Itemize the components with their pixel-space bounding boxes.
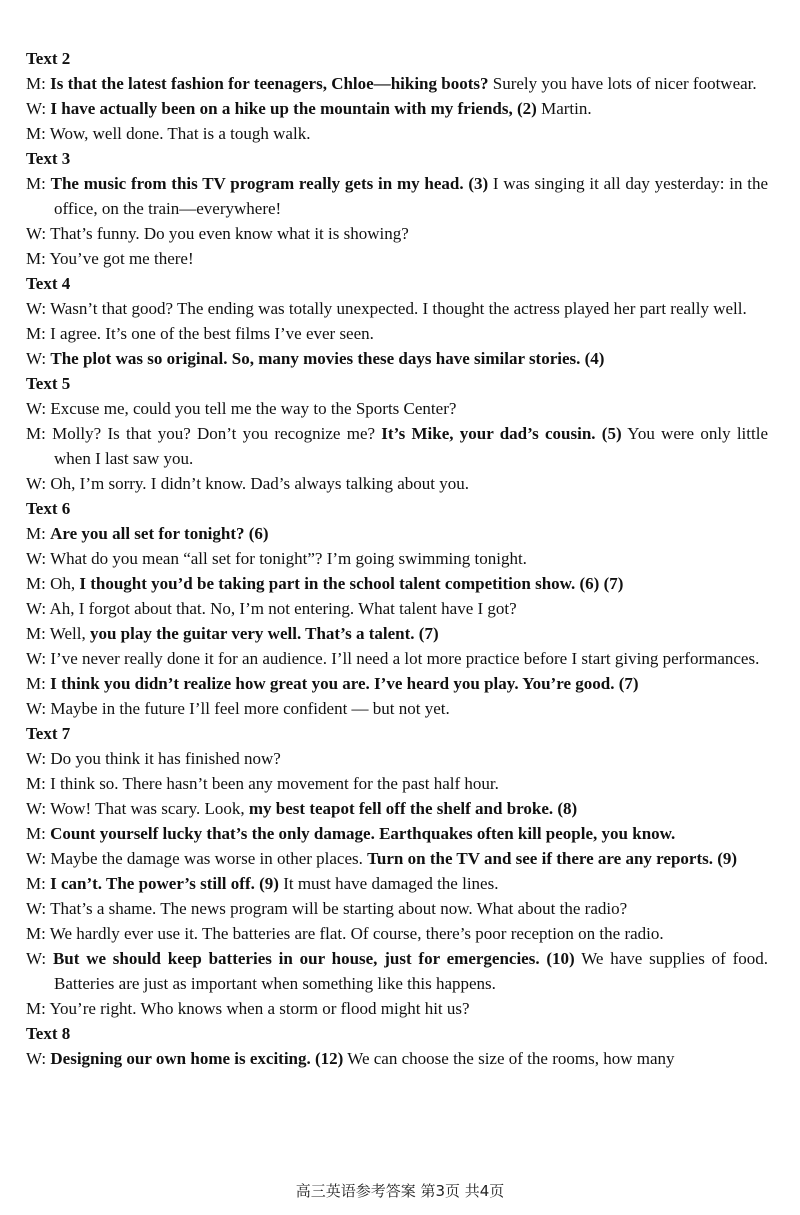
dialogue-line xyxy=(26,1046,768,1071)
dialogue-text: M: You’ve got me there! xyxy=(26,249,194,268)
dialogue-text: You were only little when I last saw you. xyxy=(54,424,768,468)
dialogue-text: M: Wow, well done. That is a tough walk. xyxy=(26,124,311,143)
dialogue-text: We can choose the size of the rooms, how many xyxy=(343,1049,675,1068)
dialogue-text: W: Ah, I forgot about that. No, I’m not entering. What talent have I got? xyxy=(26,599,517,618)
dialogue-line xyxy=(26,696,768,721)
answer-evidence: Is that the latest fashion for teenagers, Chloe—hiking boots? xyxy=(50,74,489,93)
dialogue-line xyxy=(26,221,768,246)
dialogue-text: M: You’re right. Who knows when a storm or flood might hit us? xyxy=(26,999,470,1018)
dialogue-line xyxy=(26,771,768,796)
dialogue-line xyxy=(26,396,768,421)
dialogue-text: W: Maybe in the future I’ll feel more confident — but not yet. xyxy=(26,699,450,718)
dialogue-text: Martin. xyxy=(536,99,592,118)
dialogue-line xyxy=(26,521,768,546)
dialogue-line xyxy=(26,921,768,946)
answer-evidence: I have actually been on a hike up the mountain with my friends, (2) xyxy=(50,99,537,118)
dialogue-line xyxy=(26,546,768,571)
dialogue-line xyxy=(26,296,768,321)
answer-evidence: It’s Mike, your dad’s cousin. (5) xyxy=(381,424,622,443)
dialogue-text: W: What do you mean “all set for tonight”? I’m going swimming tonight. xyxy=(26,549,527,568)
answer-evidence: I think you didn’t realize how great you are. I’ve heard you play. You’re good. (7) xyxy=(50,674,639,693)
answer-evidence: I thought you’d be taking part in the school talent competition show. (6) (7) xyxy=(79,574,624,593)
answer-evidence: Count yourself lucky that’s the only damage. Earthquakes often kill people, you know. xyxy=(50,824,676,843)
dialogue-text: M: xyxy=(26,74,51,93)
section-heading: Text 7 xyxy=(26,724,71,743)
section-heading: Text 4 xyxy=(26,274,71,293)
page-footer: 高三英语参考答案 第3页 共4页 xyxy=(295,1182,505,1200)
answer-evidence: Are you all set for tonight? (6) xyxy=(50,524,269,543)
answer-evidence: I can’t. The power’s still off. (9) xyxy=(50,874,279,893)
dialogue-text: M: I think so. There hasn’t been any movement for the past half hour. xyxy=(26,774,499,793)
dialogue-text: M: We hardly ever use it. The batteries are flat. Of course, there’s poor reception on the radio. xyxy=(26,924,664,943)
dialogue-text: M: Oh, xyxy=(26,574,80,593)
dialogue-text: Surely you have lots of nicer footwear. xyxy=(488,74,757,93)
dialogue-line xyxy=(26,96,768,121)
dialogue-text: W: Maybe the damage was worse in other places. xyxy=(26,849,368,868)
answer-evidence: But we should keep batteries in our house, just for emergencies. (10) xyxy=(52,949,575,968)
dialogue-line xyxy=(26,321,768,346)
dialogue-line xyxy=(26,246,768,271)
answer-evidence: The music from this TV program really gets in my head. (3) xyxy=(50,174,489,193)
dialogue-text: M: I agree. It’s one of the best films I’ve ever seen. xyxy=(26,324,374,343)
dialogue-text: W: xyxy=(26,949,53,968)
dialogue-line xyxy=(26,571,768,596)
dialogue-text: W: That’s a shame. The news program will be starting about now. What about the radio? xyxy=(26,899,628,918)
dialogue-line xyxy=(26,621,768,646)
dialogue-text: W: xyxy=(26,1049,51,1068)
dialogue-text: W: I’ve never really done it for an audience. I’ll need a lot more practice before I start giving performances. xyxy=(26,649,760,668)
dialogue-line xyxy=(26,346,768,371)
dialogue-line xyxy=(26,671,768,696)
dialogue-text: W: Excuse me, could you tell me the way to the Sports Center? xyxy=(26,399,457,418)
dialogue-text: M: xyxy=(26,524,51,543)
answer-evidence: my best teapot fell off the shelf and broke. (8) xyxy=(248,799,578,818)
dialogue-line xyxy=(26,71,768,96)
dialogue-line xyxy=(26,471,768,496)
dialogue-text: I was singing it all day yesterday: in the office, on the train—everywhere! xyxy=(54,174,768,218)
dialogue-line xyxy=(26,996,768,1021)
dialogue-line xyxy=(26,796,768,821)
dialogue-line xyxy=(26,421,768,471)
dialogue-line xyxy=(26,946,768,996)
dialogue-line xyxy=(26,171,768,221)
section-heading: Text 5 xyxy=(26,374,71,393)
dialogue-text: W: That’s funny. Do you even know what it is showing? xyxy=(26,224,409,243)
dialogue-text: M: Molly? Is that you? Don’t you recognize me? xyxy=(26,424,382,443)
dialogue-line xyxy=(26,121,768,146)
dialogue-text: W: xyxy=(26,349,51,368)
dialogue-text: W: Do you think it has finished now? xyxy=(26,749,281,768)
dialogue-text: It must have damaged the lines. xyxy=(278,874,499,893)
dialogue-text: W: Wow! That was scary. Look, xyxy=(26,799,249,818)
dialogue-text: W: Wasn’t that good? The ending was totally unexpected. I thought the actress played her part really well. xyxy=(26,299,747,318)
dialogue-text: W: xyxy=(26,99,51,118)
dialogue-text: W: Oh, I’m sorry. I didn’t know. Dad’s always talking about you. xyxy=(26,474,470,493)
answer-evidence: Designing our own home is exciting. (12) xyxy=(50,1049,344,1068)
section-heading: Text 8 xyxy=(26,1024,71,1043)
dialogue-text: M: xyxy=(26,824,51,843)
dialogue-line xyxy=(26,871,768,896)
dialogue-line xyxy=(26,646,768,671)
answer-evidence: The plot was so original. So, many movies these days have similar stories. (4) xyxy=(50,349,605,368)
dialogue-line xyxy=(26,596,768,621)
dialogue-line xyxy=(26,846,768,871)
answer-evidence: you play the guitar very well. That’s a talent. (7) xyxy=(89,624,439,643)
dialogue-line xyxy=(26,746,768,771)
section-heading: Text 2 xyxy=(26,49,71,68)
dialogue-text: M: xyxy=(26,174,51,193)
dialogue-line xyxy=(26,896,768,921)
dialogue-text: M: xyxy=(26,674,51,693)
section-heading: Text 6 xyxy=(26,499,71,518)
dialogue-text: We have supplies of food. Batteries are just as important when something like this happens. xyxy=(54,949,769,993)
answer-key-transcript xyxy=(26,46,768,1071)
dialogue-text: M: xyxy=(26,874,51,893)
answer-evidence: Turn on the TV and see if there are any reports. (9) xyxy=(367,849,738,868)
dialogue-text: M: Well, xyxy=(26,624,90,643)
section-heading: Text 3 xyxy=(26,149,71,168)
dialogue-line xyxy=(26,821,768,846)
